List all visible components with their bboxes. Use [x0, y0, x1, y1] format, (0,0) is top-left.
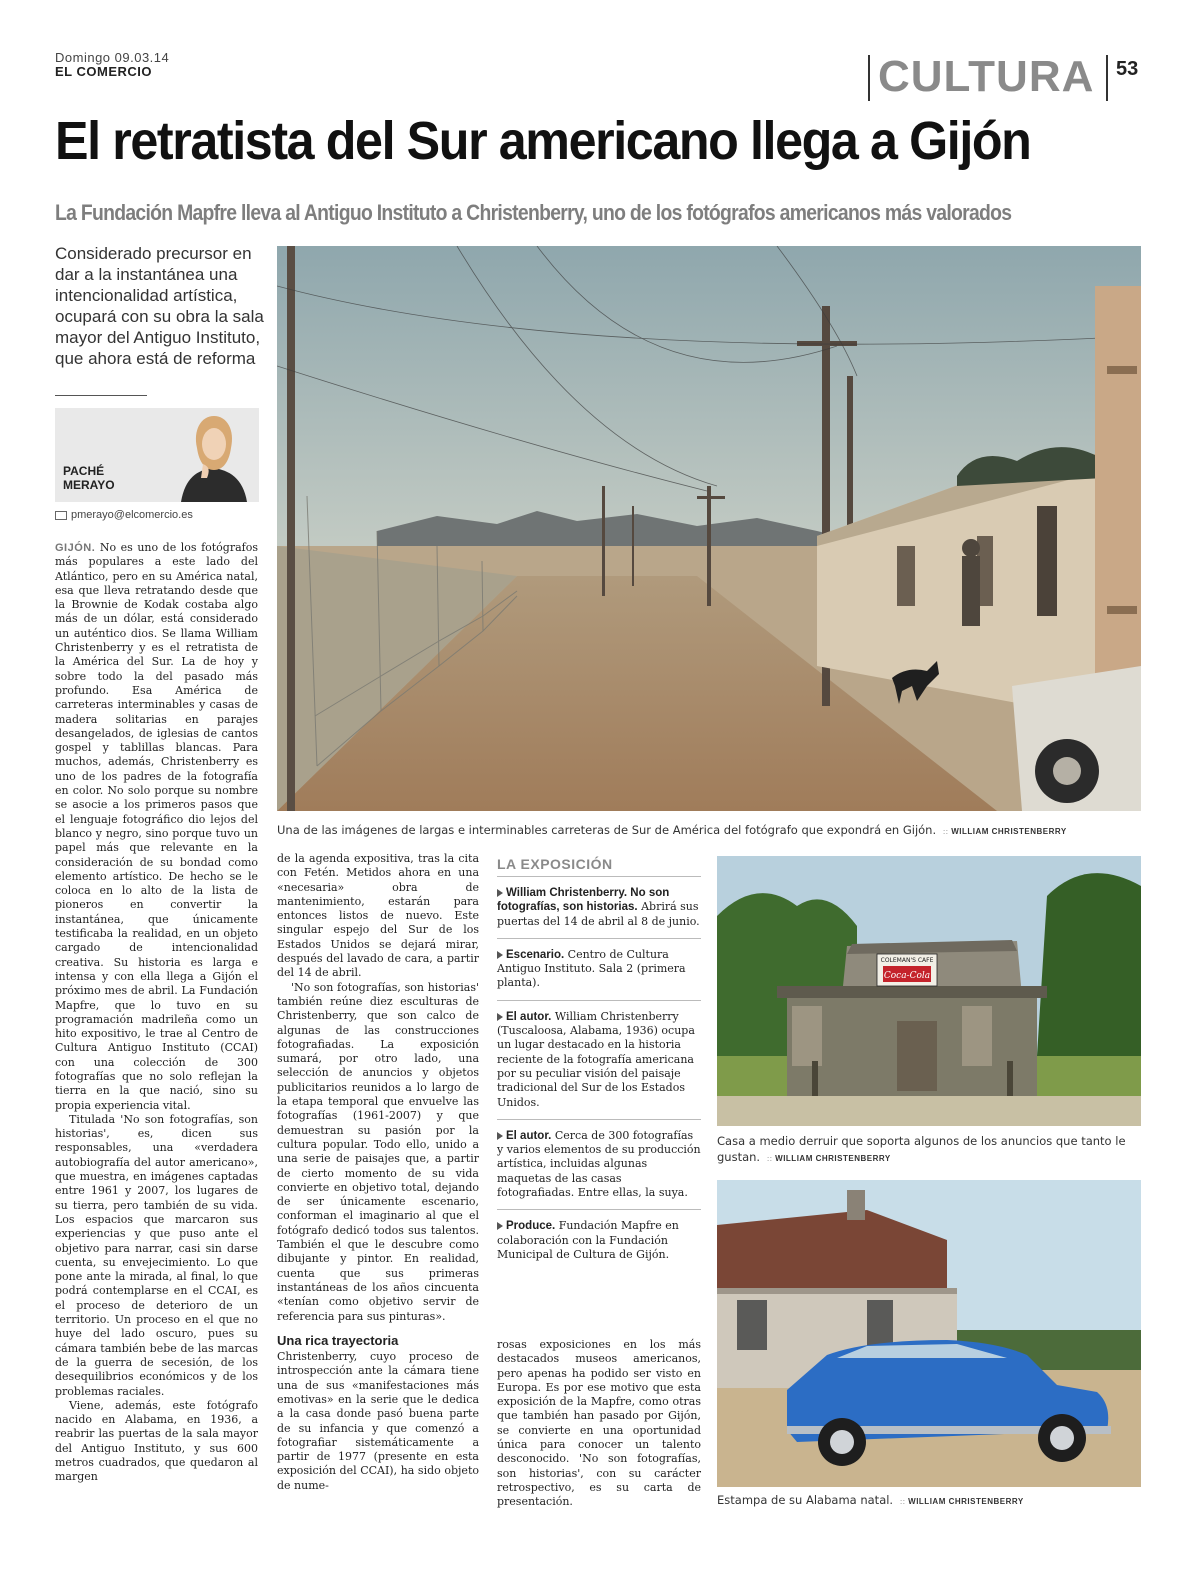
exposition-item — [497, 1120, 701, 1210]
photo-abandoned-cafe — [717, 856, 1141, 1126]
issue-date: Domingo 09.03.14 — [55, 50, 170, 65]
subheadline: La Fundación Mapfre lleva al Antiguo Instituto a Christenberry, uno de los fotógrafos americanos más valorados — [55, 200, 1012, 225]
main-caption-text: Una de las imágenes de largas e interminables carreteras de Sur de América del fotógrafo que expondrá en Gijón. — [277, 823, 937, 837]
newspaper-name: EL COMERCIO — [55, 64, 152, 79]
body-paragraph-1 — [55, 541, 258, 1113]
caption2-text: Casa a medio derruir que soporta algunos de los anuncios que tanto le gustan. — [717, 1134, 1126, 1164]
triangle-bullet-icon — [497, 1132, 503, 1140]
body-paragraph-4: de la agenda expositiva, tras la cita con Fetén. Metidos ahora en una «necesaria» obra de mantenimiento, estarán para entonces listos de nuevo. Este singular espejo del Sur de los Estados Unidos se dejará mirar, después del lavado de cara, a partir del 14 de abril. — [277, 852, 479, 980]
body-paragraph-7: rosas exposiciones en los más destacados museos americanos, pero apenas ha podido ser visto en Europa. Es por ese motivo que esta exposición de la Mapfre, como otras que también han pasado por Gijón, se convierte en una oportunidad única para conocer un talento desconocido. 'No son fotografías, son historias', con su carácter retrospectivo, es su carta de presentación. — [497, 1338, 701, 1509]
author-name — [63, 464, 115, 492]
section-title: CULTURA — [878, 52, 1095, 101]
exposition-info-box — [497, 852, 701, 1271]
credit-separator: :: — [899, 1497, 906, 1506]
headline: El retratista del Sur americano llega a Gijón — [55, 111, 1031, 171]
photo2-caption — [717, 1133, 1141, 1167]
cafe-sign-top: COLEMAN'S CAFE — [880, 957, 934, 964]
body-column-2 — [277, 852, 479, 1493]
body-paragraph-3: Viene, además, este fotógrafo nacido en Alabama, en 1936, a reabrir las puertas de la sala mayor del Antiguo Instituto, y sus 600 metros cuadrados, que quedaron al margen — [55, 1398, 258, 1484]
page-number: 53 — [1116, 58, 1139, 80]
triangle-bullet-icon — [497, 1222, 503, 1230]
exposition-item — [497, 1210, 701, 1271]
exposition-item-label: Escenario. — [506, 948, 565, 961]
body-paragraph-6: Christenberry, cuyo proceso de introspección ante la cámara tiene una de sus «manifestaciones más emotivas» en la serie que le dedica a la casa donde pasó buena parte de su infancia y que comenzó a fotografiar sistemáticamente a partir de 1977 (presente en esta exposición del CCAI), ha sido objeto de nume- — [277, 1350, 479, 1492]
section-divider-left — [868, 55, 870, 101]
triangle-bullet-icon — [497, 951, 503, 959]
exposition-item-text: Fundación Mapfre en colaboración con la Fundación Municipal de Cultura de Gijón. — [497, 1219, 679, 1261]
exposition-item-label: Produce. — [506, 1220, 556, 1233]
exposition-item-label: El autor. — [506, 1129, 552, 1142]
triangle-bullet-icon — [497, 1013, 503, 1021]
author-box — [55, 408, 259, 502]
exposition-item — [497, 939, 701, 1001]
author-email[interactable] — [55, 509, 193, 521]
main-photo-caption — [277, 823, 1141, 837]
body-column-1 — [55, 541, 258, 1485]
author-name-line2: MERAYO — [63, 478, 115, 492]
author-email-text: pmerayo@elcomercio.es — [71, 509, 193, 521]
exposition-item — [497, 877, 701, 939]
exposition-item-text: Centro de Cultura Antiguo Instituto. Sala 2 (primera planta). — [497, 947, 686, 990]
exposition-item-text: William Christenberry (Tuscaloosa, Alabama, 1936) ocupa un lugar destacado en la historia reciente de la fotografía americana por su peculiar visión del paisaje tradicional del Sur de los Estados Unidos. — [497, 1009, 695, 1109]
photo-credit: WILLIAM CHRISTENBERRY — [775, 1154, 891, 1163]
dateline: GIJÓN. — [55, 542, 96, 554]
main-photo-road — [277, 246, 1141, 811]
exposition-item — [497, 1001, 701, 1120]
exposition-title: LA EXPOSICIÓN — [497, 856, 701, 877]
triangle-bullet-icon — [497, 889, 503, 897]
author-name-line1: PACHÉ — [63, 464, 105, 478]
lead-rule — [55, 395, 147, 396]
photo3-caption — [717, 1493, 1141, 1507]
lead-summary: Considerado precursor en dar a la instantánea una intencionalidad artística, ocupará con su obra la sala mayor del Antiguo Instituto, que ahora está de reforma — [55, 244, 264, 368]
section-subheading: Una rica trayectoria — [277, 1332, 399, 1348]
exposition-item-label: El autor. — [506, 1010, 552, 1023]
body-paragraph-2: Titulada 'No son fotografías, son historias', es, dicen sus responsables, una «verdadera autobiografía del autor americano», que muestra, en imágenes captadas entre 1961 y 2007, los lugares de su tierra, pero también de su vida. Los espacios que marcaron sus experiencias y que puso ante el objetivo para narrar, casi sin darse cuenta, su envejecimiento. Lo que pone ante la mirada, al final, lo que podrá contemplarse en el CCAI, es el proceso de deterioro de un territorio. Un proceso en el que no huye del lado oscuro, pues su cámara también bebe de las marcas de la guerra de secesión, de los desequilibrios económicos y de los problemas raciales. — [55, 1112, 258, 1398]
coca-cola-sign: Coca-Cola — [883, 971, 931, 981]
exposition-item-text: Abrirá sus puertas del 14 de abril al 8 de junio. — [497, 900, 700, 928]
credit-separator: :: — [766, 1154, 773, 1163]
body-text-1: No es uno de los fotógrafos más populares a este lado del Atlántico, pero en su América natal, esa que lleva retratando desde que la Brownie de Kodak costaba algo más de un dólar, está considerado un auténtico dios. Se llama William Christenberry y es el retratista de la América del Sur. La de hoy y sobre todo la del pasado más profundo. Esa América de carreteras interminables y casas de madera solitarias en parajes desangelados, de iglesias de cantos gospel y tablillas blancas. Para muchos, además, Christenberry es uno de los padres de la fotografía en color. No solo porque su nombre se asocie a los primeros pasos que el lenguaje fotográfico dio lejos del blanco y negro, sino porque tuvo un papel más que relevante en la consideración de su bondad como elemento artístico. De hecho se le coloca en lo alto de la lista de pioneros en convertir la instantánea, que únicamente testificaba la realidad, en un objeto cargado de intencionalidad creativa. Su historia es larga e intensa y con ella llega a Gijón el próximo mes de abril. La Fundación Mapfre, que lo tuvo en su programación madrileña como un hito expositivo, le trae al Centro de Cultura Antiguo Instituto (CCAI) con una colección de 300 fotografías que no solo reflejan la tierra en la que nació, sino su propia experiencia vital. — [55, 541, 258, 1112]
section-divider-right — [1106, 55, 1108, 101]
caption3-text: Estampa de su Alabama natal. — [717, 1493, 894, 1507]
author-portrait — [167, 408, 259, 502]
exposition-item-text: Cerca de 300 fotografías y varios elementos de su producción artística, incluidas algunas maquetas de las casas fotografiadas. Entre ellas, la suya. — [497, 1128, 701, 1200]
photo-credit: WILLIAM CHRISTENBERRY — [951, 827, 1067, 836]
body-paragraph-5: 'No son fotografías, son historias' también reúne diez esculturas de Christenberry, que son calco de algunas de las construcciones fotografiadas. La exposición sumará, por otro lado, una selección de anuncios y objetos publicitarios reunidos a lo largo de la etapa temporal que envuelve las fotografías (1961-2007) y que demuestran su pasión por la cultura popular. Todo ello, unido a una serie de paisajes que, a partir de cierto momento de su vida convierte en objetivo total, dejando de ser únicamente escenario, conforman el imaginario al que el fotógrafo dedicó todos sus talentos. También el que le descubre como dibujante y pintor. En realidad, cuenta que sus primeras instantáneas de los años cincuenta «tenían como objetivo servir de referencia para sus pinturas». — [277, 980, 479, 1323]
exposition-item-label: William Christenberry. No son fotografías, son historias. — [497, 887, 670, 914]
credit-separator: :: — [942, 827, 949, 836]
body-column-3 — [497, 1338, 701, 1510]
photo-blue-car — [717, 1180, 1141, 1487]
envelope-icon — [55, 511, 67, 520]
photo-credit: WILLIAM CHRISTENBERRY — [908, 1497, 1024, 1506]
